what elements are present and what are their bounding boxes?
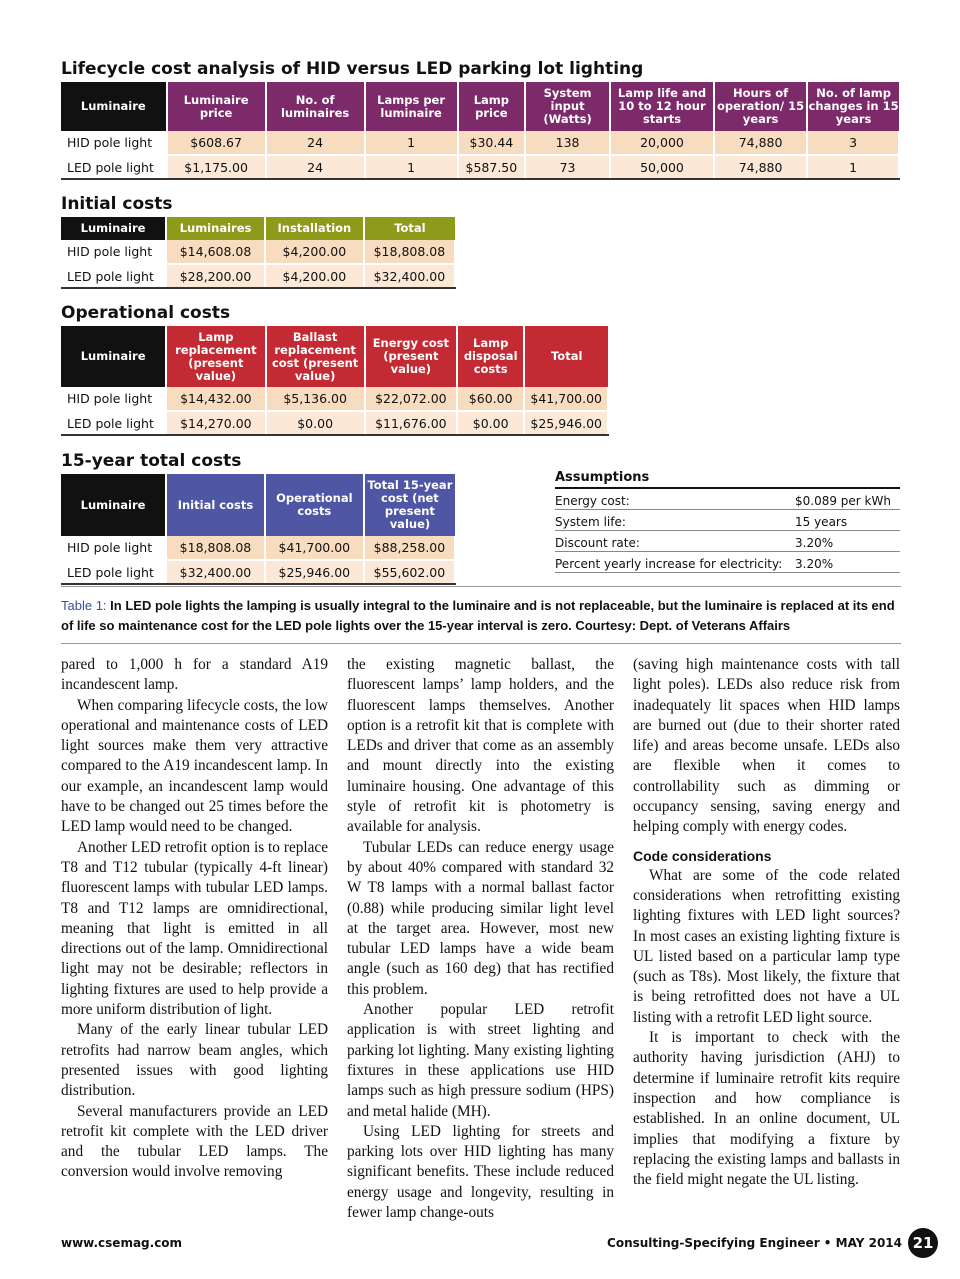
table-cell: 24 xyxy=(266,131,365,155)
row-label: HID pole light xyxy=(61,240,166,264)
header-cell: Lamp disposal costs xyxy=(457,326,524,387)
table-cell: 24 xyxy=(266,155,365,179)
body-column-1 xyxy=(61,655,328,1183)
row-label: LED pole light xyxy=(61,560,166,584)
operational-costs-table xyxy=(61,326,609,436)
table-cell: $25,946.00 xyxy=(265,560,364,584)
table-cell: $5,136.00 xyxy=(266,387,365,411)
header-cell: Luminaires xyxy=(166,217,265,240)
page-number: 21 xyxy=(908,1228,938,1258)
footer-url: www.csemag.com xyxy=(61,1236,183,1250)
table-cell: $587.50 xyxy=(458,155,526,179)
header-cell: Total 15-year cost (net present value) xyxy=(364,474,455,536)
table-cell: $25,946.00 xyxy=(524,411,608,435)
assumption-value: $0.089 per kWh xyxy=(795,494,891,508)
header-cell: Installation xyxy=(265,217,364,240)
header-cell: System input (Watts) xyxy=(525,82,610,131)
paragraph: Tubular LEDs can reduce energy usage by about 40% compared with standard 32 W T8 lamps with a normal ballast factor (0.88) while producing similar light level at the target area. However, most new tubular LED lamps have a wide beam angle (such as 160 deg) that has rectified this problem. xyxy=(347,838,614,998)
initial-title: Initial costs xyxy=(61,194,173,214)
table-cell: $28,200.00 xyxy=(166,264,265,288)
assumption-label: Discount rate: xyxy=(555,536,640,550)
assumption-row xyxy=(555,531,900,552)
paragraph: What are some of the code related considerations when retrofitting existing lighting fixtures with LED light sources? In most cases an existing lighting fixture is UL listed based on a particular lamp type (such as T8s). Most likely, the fixture that is being retrofitted does not have a UL listing with a retrofit LED light source. xyxy=(633,866,900,1026)
paragraph: the existing magnetic ballast, the fluorescent lamps’ lamp holders, and the fluorescent lamps themselves. Another option is a retrofit kit that is complete with LEDs and driver that come as an assembly and mount directly into the existing luminaire housing. One advantage of this style of retrofit kit is photometry is available for analysis. xyxy=(347,656,614,836)
paragraph: Another popular LED retrofit application is with street lighting and parking lot lighting. Many existing lighting fixtures in these applications use HID lamps such as high pressure sodium (HPS) and metal halide (MH). xyxy=(347,1001,614,1120)
total15-title: 15-year total costs xyxy=(61,451,242,471)
table-cell: $41,700.00 xyxy=(524,387,608,411)
section-heading: Code considerations xyxy=(633,847,772,864)
header-cell: Operational costs xyxy=(265,474,364,536)
table-cell: $0.00 xyxy=(266,411,365,435)
assumption-row xyxy=(555,510,900,531)
assumption-label: Percent yearly increase for electricity: xyxy=(555,557,783,571)
assumption-row xyxy=(555,489,900,510)
paragraph: Many of the early linear tubular LED retrofits had narrow beam angles, which presented issues with good lighting distribution. xyxy=(61,1021,328,1100)
assumptions-title: Assumptions xyxy=(555,470,900,489)
table-cell: $11,676.00 xyxy=(365,411,457,435)
caption-top-rule xyxy=(61,586,901,587)
initial-costs-table xyxy=(61,217,456,289)
table-cell: 1 xyxy=(807,155,899,179)
body-column-3 xyxy=(633,655,900,1190)
table-cell: 1 xyxy=(365,155,458,179)
header-cell: Energy cost (present value) xyxy=(365,326,457,387)
header-cell: Lamp price xyxy=(458,82,526,131)
table-cell: 1 xyxy=(365,131,458,155)
caption-label: Table 1: xyxy=(61,598,107,613)
table-cell: 74,880 xyxy=(714,155,807,179)
assumption-label: System life: xyxy=(555,515,626,529)
row-label: LED pole light xyxy=(61,264,166,288)
table-cell: $32,400.00 xyxy=(364,264,455,288)
table-cell: $18,808.08 xyxy=(364,240,455,264)
table-cell: $18,808.08 xyxy=(166,536,265,560)
paragraph: It is important to check with the authority having jurisdiction (AHJ) to determine if luminaire retrofit kits require inspection and how compliance is established. In an online document, UL implies that modifying a fixture by replacing the existing lamps and ballasts in the field might negate the UL listing. xyxy=(633,1029,900,1189)
lifecycle-table xyxy=(61,82,900,180)
table-cell: $14,432.00 xyxy=(166,387,265,411)
row-label: HID pole light xyxy=(61,536,166,560)
table-cell: $608.67 xyxy=(167,131,266,155)
paragraph: Several manufacturers provide an LED retrofit kit complete with the LED driver and the tubular LED lamps. The conversion would involve removing xyxy=(61,1102,328,1181)
header-cell: Lamp life and 10 to 12 hour starts xyxy=(610,82,714,131)
table-cell: $4,200.00 xyxy=(265,264,364,288)
table-caption xyxy=(61,596,901,636)
table-cell: $1,175.00 xyxy=(167,155,266,179)
paragraph: Another LED retrofit option is to replace T8 and T12 tubular (typically 4-ft linear) fluorescent lamps with tubular LED lamps. T8 and T12 lamps are omnidirectional, meaning that light is emitted in all directions out of the lamp. Omnidirectional light may not be desirable; reflectors in lighting fixtures are used to help provide a more uniform distribution of light. xyxy=(61,838,328,1019)
paragraph: When comparing lifecycle costs, the low operational and maintenance costs of LED light sources make them very attractive compared to the A19 incandescent lamp. In our example, an incandescent lamp would have to be changed out 25 times before the LED lamp would need to be changed. xyxy=(61,696,328,836)
table-cell: $30.44 xyxy=(458,131,526,155)
assumption-value: 3.20% xyxy=(795,536,834,550)
caption-text: In LED pole lights the lamping is usually integral to the luminaire and is not replaceable, but the luminaire is replaced at its end of life so maintenance cost for the LED pole lights over the 15-year interval is zero. Courtesy: Dept. of Veterans Affairs xyxy=(61,598,895,633)
paragraph: Using LED lighting for streets and parking lots over HID lighting has many significant benefits. These include reduced energy usage and longevity, resulting in fewer lamp change-outs xyxy=(347,1122,614,1222)
header-cell: Luminaire xyxy=(61,474,166,536)
header-cell: Lamps per luminaire xyxy=(365,82,458,131)
table-cell: $32,400.00 xyxy=(166,560,265,584)
table-cell: 20,000 xyxy=(610,131,714,155)
total-costs-table xyxy=(61,474,456,585)
header-cell: Luminaire price xyxy=(167,82,266,131)
row-label: HID pole light xyxy=(61,131,167,155)
table-cell: $14,608.08 xyxy=(166,240,265,264)
header-cell: Luminaire xyxy=(61,326,166,387)
table-cell: 50,000 xyxy=(610,155,714,179)
table-cell: 74,880 xyxy=(714,131,807,155)
paragraph: (saving high maintenance costs with tall light poles). LEDs also reduce risk from inadequately lit spaces when HID lamps are burned out (due to their shorter rated life) and areas become unsafe. LEDs also are flexible when it comes to controllability such as dimming or occupancy sensing, saving energy and helping comply with energy codes. xyxy=(633,656,900,836)
header-cell: No. of lamp changes in 15 years xyxy=(807,82,899,131)
table-cell: $88,258.00 xyxy=(364,536,455,560)
table-cell: 3 xyxy=(807,131,899,155)
paragraph: pared to 1,000 h for a standard A19 incandescent lamp. xyxy=(61,656,328,694)
table-cell: 138 xyxy=(525,131,610,155)
row-label: LED pole light xyxy=(61,411,166,435)
operational-title: Operational costs xyxy=(61,303,231,323)
table-cell: $55,602.00 xyxy=(364,560,455,584)
table-cell: 73 xyxy=(525,155,610,179)
lifecycle-title: Lifecycle cost analysis of HID versus LED parking lot lighting xyxy=(61,59,644,79)
header-cell: Initial costs xyxy=(166,474,265,536)
table-cell: $22,072.00 xyxy=(365,387,457,411)
row-label: HID pole light xyxy=(61,387,166,411)
caption-bottom-rule xyxy=(61,643,901,644)
table-cell: $41,700.00 xyxy=(265,536,364,560)
body-column-2 xyxy=(347,655,614,1223)
footer-publication: Consulting-Specifying Engineer • MAY 2014 xyxy=(607,1236,902,1250)
table-cell: $60.00 xyxy=(457,387,524,411)
assumption-row xyxy=(555,552,900,573)
row-label: LED pole light xyxy=(61,155,167,179)
header-cell: Total xyxy=(364,217,455,240)
header-cell: Total xyxy=(524,326,608,387)
table-cell: $14,270.00 xyxy=(166,411,265,435)
header-cell: No. of luminaires xyxy=(266,82,365,131)
table-cell: $0.00 xyxy=(457,411,524,435)
header-cell: Luminaire xyxy=(61,82,167,131)
assumption-label: Energy cost: xyxy=(555,494,630,508)
header-cell: Hours of operation/ 15 years xyxy=(714,82,807,131)
assumption-value: 15 years xyxy=(795,515,848,529)
assumptions-box xyxy=(555,470,900,573)
table-cell: $4,200.00 xyxy=(265,240,364,264)
header-cell: Lamp replacement (present value) xyxy=(166,326,265,387)
header-cell: Luminaire xyxy=(61,217,166,240)
assumption-value: 3.20% xyxy=(795,557,834,571)
header-cell: Ballast replacement cost (present value) xyxy=(266,326,365,387)
